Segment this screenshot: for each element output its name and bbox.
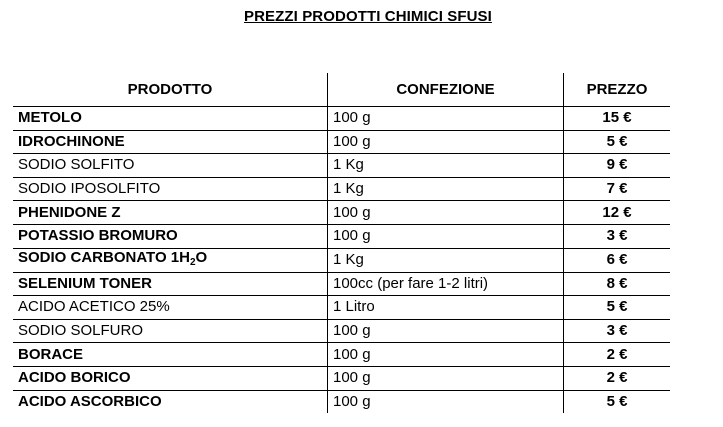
cell-prodotto: ACIDO BORICO xyxy=(13,366,328,390)
cell-confezione: 1 Kg xyxy=(328,177,564,201)
cell-prezzo: 3 € xyxy=(564,224,671,248)
cell-confezione: 100 g xyxy=(328,343,564,367)
cell-prodotto: SELENIUM TONER xyxy=(13,272,328,296)
cell-confezione: 100 g xyxy=(328,201,564,225)
cell-confezione: 1 Kg xyxy=(328,154,564,178)
cell-prodotto: SODIO SOLFITO xyxy=(13,154,328,178)
cell-prezzo: 12 € xyxy=(564,201,671,225)
cell-prezzo: 5 € xyxy=(564,296,671,320)
header-prodotto: PRODOTTO xyxy=(13,73,328,107)
cell-prezzo: 9 € xyxy=(564,154,671,178)
table-row xyxy=(13,343,670,367)
header-prezzo: PREZZO xyxy=(564,73,671,107)
cell-prezzo: 7 € xyxy=(564,177,671,201)
cell-confezione: 100cc (per fare 1-2 litri) xyxy=(328,272,564,296)
cell-prezzo: 5 € xyxy=(564,130,671,154)
price-table xyxy=(13,73,670,413)
cell-prodotto: SODIO SOLFURO xyxy=(13,319,328,343)
cell-prezzo: 6 € xyxy=(564,248,671,272)
page-title: PREZZI PRODOTTI CHIMICI SFUSI xyxy=(244,8,492,25)
cell-prodotto: BORACE xyxy=(13,343,328,367)
cell-prodotto-main: SODIO CARBONATO 1H xyxy=(18,248,190,266)
table-row xyxy=(13,319,670,343)
cell-confezione: 1 Kg xyxy=(328,248,564,272)
table-row xyxy=(13,366,670,390)
table-row xyxy=(13,201,670,225)
header-confezione: CONFEZIONE xyxy=(328,73,564,107)
table-row xyxy=(13,272,670,296)
cell-confezione: 100 g xyxy=(328,319,564,343)
cell-prezzo: 2 € xyxy=(564,366,671,390)
cell-prodotto: SODIO IPOSOLFITO xyxy=(13,177,328,201)
cell-prodotto: PHENIDONE Z xyxy=(13,201,328,225)
cell-prezzo: 15 € xyxy=(564,107,671,131)
cell-confezione: 100 g xyxy=(328,107,564,131)
cell-confezione: 100 g xyxy=(328,130,564,154)
table-row xyxy=(13,224,670,248)
cell-prodotto: POTASSIO BROMURO xyxy=(13,224,328,248)
table-row xyxy=(13,177,670,201)
cell-prodotto: METOLO xyxy=(13,107,328,131)
cell-prodotto: ACIDO ACETICO 25% xyxy=(13,296,328,320)
cell-prodotto: ACIDO ASCORBICO xyxy=(18,392,162,410)
cell-prezzo: 5 € xyxy=(564,390,671,413)
table-row xyxy=(13,248,670,272)
table-row xyxy=(13,296,670,320)
cell-confezione: 1 Litro xyxy=(328,296,564,320)
cell-prezzo: 8 € xyxy=(564,272,671,296)
table-row xyxy=(13,130,670,154)
cell-prezzo: 3 € xyxy=(564,319,671,343)
cell-confezione: 100 g xyxy=(328,366,564,390)
cell-prodotto: IDROCHINONE xyxy=(13,130,328,154)
cell-confezione: 100 g xyxy=(328,390,564,413)
subscript: 2 xyxy=(189,256,196,268)
table-row xyxy=(13,154,670,178)
table-row xyxy=(13,390,670,413)
table-row xyxy=(13,107,670,131)
cell-prodotto xyxy=(13,248,328,272)
cell-prodotto-tail: O xyxy=(195,248,208,266)
cell-prezzo: 2 € xyxy=(564,343,671,367)
table-header-row xyxy=(13,73,670,107)
cell-confezione: 100 g xyxy=(328,224,564,248)
